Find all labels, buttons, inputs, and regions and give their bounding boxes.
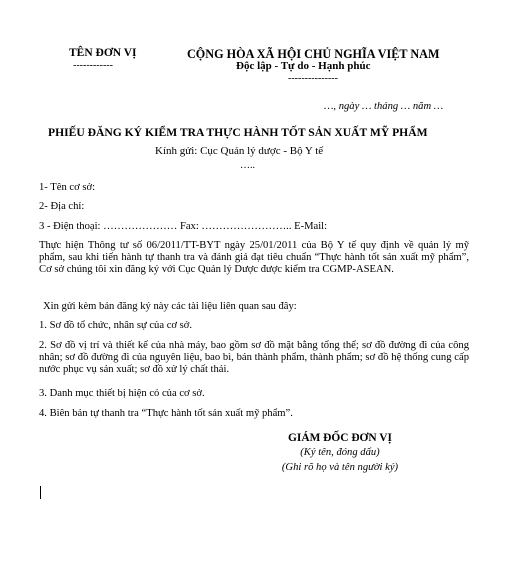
attachments-intro: Xin gửi kèm bản đăng ký này các tài liệu liên quan sau đây: (43, 301, 297, 312)
motto-underline: --------------- (288, 73, 338, 84)
form-title: PHIẾU ĐĂNG KÝ KIỂM TRA THỰC HÀNH TỐT SẢN XUẤT MỸ PHẨM (48, 126, 428, 139)
recipient-dots: ….. (240, 160, 255, 171)
recipient-line: Kính gửi: Cục Quản lý dược - Bộ Y tế (155, 145, 324, 157)
unit-name: TÊN ĐƠN VỊ (69, 47, 137, 59)
signature-title: GIÁM ĐỐC ĐƠN VỊ (288, 432, 392, 444)
signature-note-name: (Ghi rõ họ và tên người ký) (281, 462, 399, 473)
attachment-item: 1. Sơ đồ tổ chức, nhân sự của cơ sở. (39, 320, 193, 331)
attachment-item: 3. Danh mục thiết bị hiện có của cơ sở. (39, 388, 205, 399)
date-line: …, ngày … tháng … năm … (324, 101, 444, 112)
country-name: CỘNG HÒA XÃ HỘI CHỦ NGHĨA VIỆT NAM (187, 47, 440, 61)
text-cursor (40, 486, 41, 499)
field-facility-name: 1- Tên cơ sở: (39, 182, 96, 193)
unit-name-underline: ------------ (73, 60, 113, 71)
attachment-item: 4. Biên bản tự thanh tra “Thực hành tốt sản xuất mỹ phẩm”. (39, 408, 293, 419)
field-address: 2- Địa chỉ: (39, 201, 85, 212)
signature-note-sign: (Ký tên, đóng dấu) (300, 447, 380, 458)
field-contact: 3 - Điện thoại: ………………… Fax: …………………….. E-Mail: (39, 221, 328, 232)
national-motto: Độc lập - Tự do - Hạnh phúc (236, 60, 371, 72)
intro-paragraph: Thực hiện Thông tư số 06/2011/TT-BYT ngày 25/01/2011 của Bộ Y tế quy định về quản lý mỹ phẩm, sau khi tiến hành tự thanh tra và đánh giá đạt tiêu chuẩn “Thực hành tốt sản xuất mỹ phẩm”, Cơ sở chúng tôi xin đăng ký với Cục Quản lý Dược được kiểm tra CGMP-ASEAN. (39, 240, 469, 275)
attachment-item: 2. Sơ đồ vị trí và thiết kế của nhà máy, bao gồm sơ đồ mặt bằng tổng thể; sơ đồ đường đi của công nhân; sơ đồ đường đi của nguyên liệu, bao bì, bán thành phẩm, thành phẩm; sơ đồ hệ thống cung cấp nước phục vụ sản xuất; sơ đồ xử lý chất thải. (39, 340, 469, 375)
